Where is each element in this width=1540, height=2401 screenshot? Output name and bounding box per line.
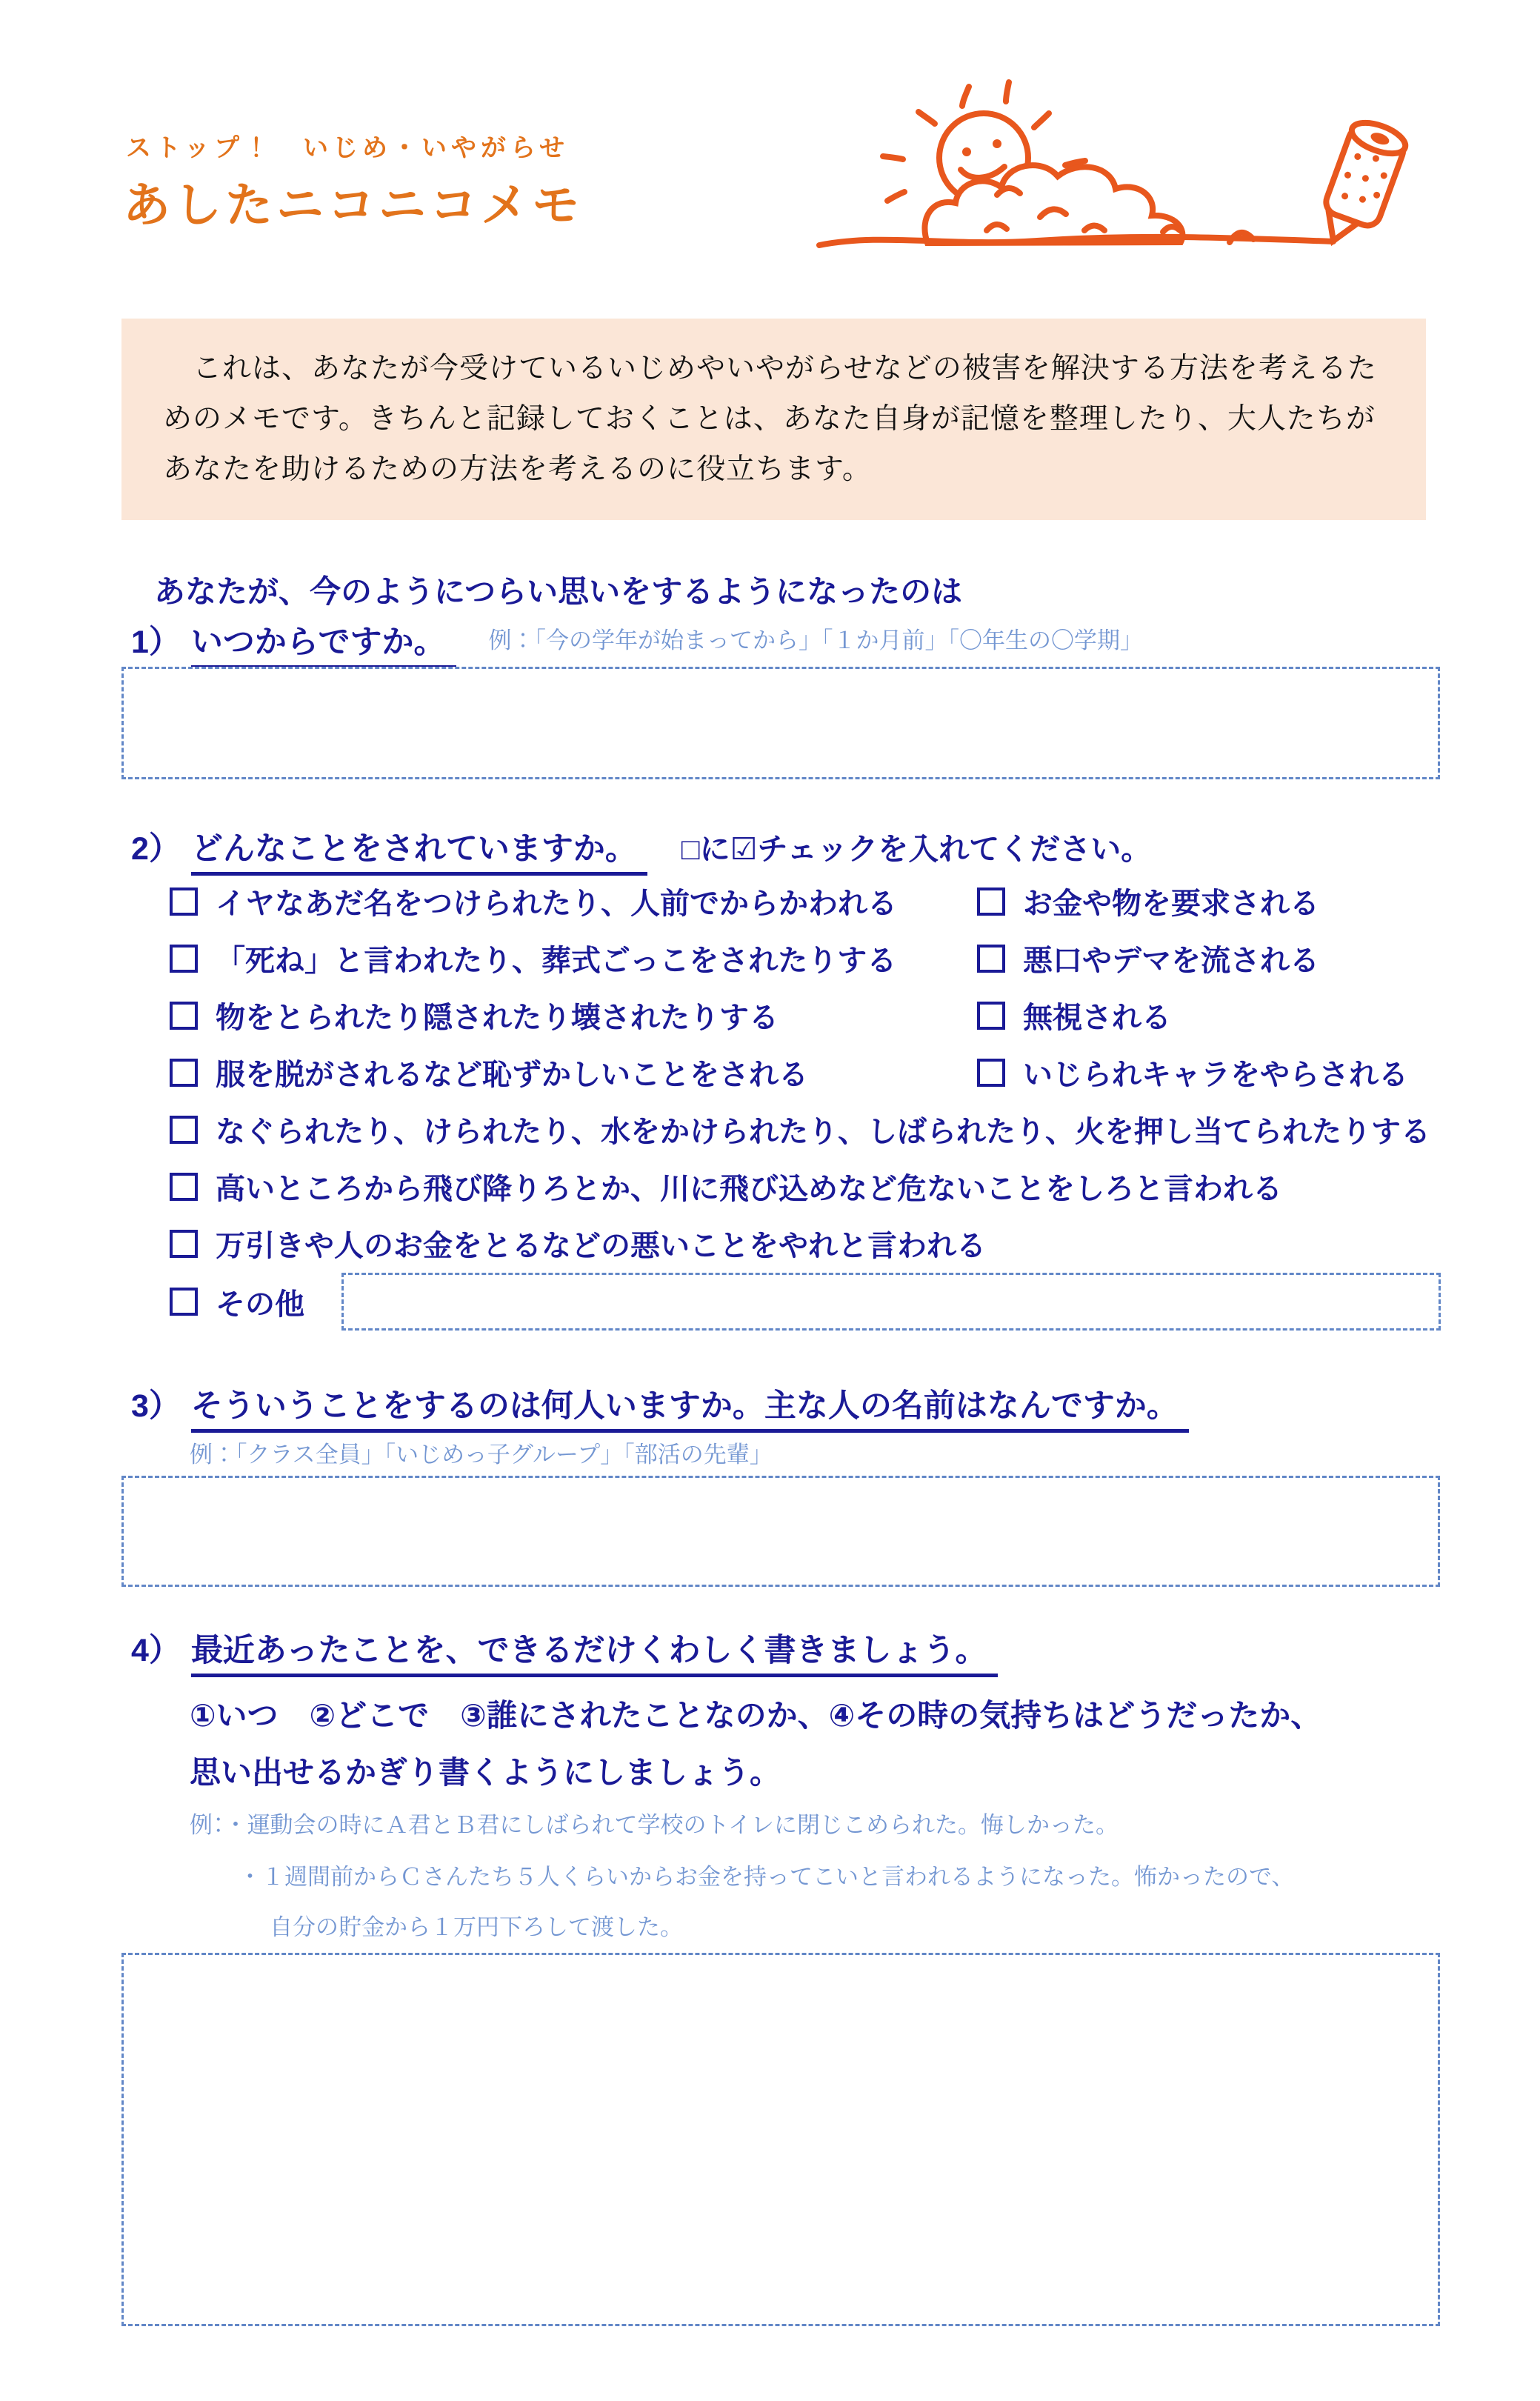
question-4-heading xyxy=(131,1625,998,1671)
checkbox-row xyxy=(170,987,1441,1044)
checkbox-row xyxy=(170,873,1441,930)
checkbox-label: 悪口やデマを流される xyxy=(1023,945,1319,977)
checkbox-icon[interactable] xyxy=(170,1002,198,1030)
checkbox-row xyxy=(170,1158,1441,1215)
checkbox-option[interactable] xyxy=(170,1222,986,1265)
checkbox-label: 無視される xyxy=(1023,1002,1171,1034)
checkbox-icon[interactable] xyxy=(170,945,198,973)
checkbox-label: イヤなあだ名をつけられたり、人前でからかわれる xyxy=(216,888,897,920)
question-3-label: そういうことをするのは何人いますか。主な人の名前はなんですか。 xyxy=(191,1388,1189,1433)
checkbox-option[interactable] xyxy=(977,994,1171,1036)
checkbox-icon[interactable] xyxy=(170,1116,198,1144)
checkbox-option[interactable] xyxy=(170,880,977,922)
question-1-example: 例：「今の学年が始まってから」「１か月前」「〇年生の〇学期」 xyxy=(488,627,1143,653)
checkbox-row xyxy=(170,930,1441,987)
question-2-label: どんなことをされていますか。 xyxy=(191,831,647,876)
checkbox-option[interactable] xyxy=(170,1165,1282,1208)
checkbox-option[interactable] xyxy=(170,937,977,979)
question-4-example-1: 例：・運動会の時にＡ君とＢ君にしばられて学校のトイレに閉じこめられた。悔しかった。 xyxy=(190,1812,1119,1838)
question-1-heading xyxy=(131,617,1143,662)
checkbox-option[interactable] xyxy=(977,937,1319,979)
intro-note xyxy=(121,319,1426,520)
other-answer-box[interactable] xyxy=(341,1273,1441,1331)
checkbox-icon[interactable] xyxy=(170,1173,198,1201)
question-2-number: 2） xyxy=(131,831,181,867)
form-title: あしたニコニコメモ xyxy=(123,179,583,232)
checkbox-option[interactable] xyxy=(170,1051,977,1093)
question-3-heading xyxy=(131,1381,1189,1426)
checkbox-row-other xyxy=(170,1272,1441,1331)
checkbox-option[interactable] xyxy=(977,1051,1408,1093)
question-1-label: いつからですか。 xyxy=(191,625,456,669)
checkbox-icon[interactable] xyxy=(170,888,198,916)
sun-cloud-pencil-illustration xyxy=(815,70,1459,270)
question-4-number: 4） xyxy=(131,1633,181,1668)
question-4-subline-2: 思い出せるかぎり書くようにしましょう。 xyxy=(190,1755,781,1790)
checkbox-row xyxy=(170,1215,1441,1272)
checkbox-icon[interactable] xyxy=(977,888,1005,916)
checkbox-icon[interactable] xyxy=(977,1002,1005,1030)
lead-heading: あなたが、今のようにつらい思いをするようになったのは xyxy=(154,574,963,609)
question-1-number: 1） xyxy=(131,625,181,660)
question-4-example-3: 自分の貯金から１万円下ろして渡した。 xyxy=(270,1914,683,1940)
form-subtitle: ストップ！ いじめ・いやがらせ xyxy=(126,134,569,162)
checkbox-icon[interactable] xyxy=(170,1288,198,1316)
checkbox-row xyxy=(170,1044,1441,1101)
checkbox-option[interactable] xyxy=(170,994,977,1036)
checkbox-icon[interactable] xyxy=(170,1059,198,1087)
question-4-example-2: ・１週間前からＣさんたち５人くらいからお金を持ってこいと言われるようになった。怖かったので、 xyxy=(239,1864,1295,1890)
question-2-instruction: □に☑チェックを入れてください。 xyxy=(681,832,1152,866)
question-2-heading xyxy=(131,824,1151,869)
checkbox-icon[interactable] xyxy=(977,945,1005,973)
question-4-subline-1: ①いつ ②どこで ③誰にされたことなのか、④その時の気持ちはどうだったか、 xyxy=(190,1698,1322,1733)
checkbox-option-other xyxy=(170,1273,1441,1331)
q2-checkbox-list xyxy=(170,873,1441,1331)
checkbox-icon[interactable] xyxy=(170,1230,198,1258)
checkbox-label: いじられキャラをやらされる xyxy=(1023,1059,1408,1091)
checkbox-row xyxy=(170,1101,1441,1158)
checkbox-icon[interactable] xyxy=(977,1059,1005,1087)
checkbox-label: お金や物を要求される xyxy=(1023,888,1319,920)
checkbox-label: 高いところから飛び降りろとか、川に飛び込めなど危ないことをしろと言われる xyxy=(216,1173,1282,1205)
q4-answer-box[interactable] xyxy=(121,1953,1440,2326)
question-3-example: 例：「クラス全員」「いじめっ子グループ」「部活の先輩」 xyxy=(190,1442,773,1468)
checkbox-option[interactable] xyxy=(977,880,1319,922)
checkbox-label: 万引きや人のお金をとるなどの悪いことをやれと言われる xyxy=(216,1230,986,1262)
question-4-label: 最近あったことを、できるだけくわしく書きましょう。 xyxy=(191,1633,998,1677)
q1-answer-box[interactable] xyxy=(121,667,1440,779)
question-3-number: 3） xyxy=(131,1388,181,1424)
checkbox-label: なぐられたり、けられたり、水をかけられたり、しばられたり、火を押し当てられたりする xyxy=(216,1116,1430,1148)
q3-answer-box[interactable] xyxy=(121,1476,1440,1587)
intro-text: これは、あなたが今受けているいじめやいやがらせなどの被害を解決する方法を考えるためのメモです。きちんと記録しておくことは、あなた自身が記憶を整理したり、大人たちがあなたを助けるための方法を考えるのに役立ちます。 xyxy=(163,353,1377,485)
checkbox-option[interactable] xyxy=(170,1108,1430,1150)
checkbox-label: その他 xyxy=(216,1288,304,1321)
checkbox-label: 服を脱がされるなど恥ずかしいことをされる xyxy=(216,1059,808,1091)
checkbox-label: 物をとられたり隠されたり壊されたりする xyxy=(216,1002,779,1034)
checkbox-label: 「死ね」と言われたり、葬式ごっこをされたりする xyxy=(216,945,897,977)
